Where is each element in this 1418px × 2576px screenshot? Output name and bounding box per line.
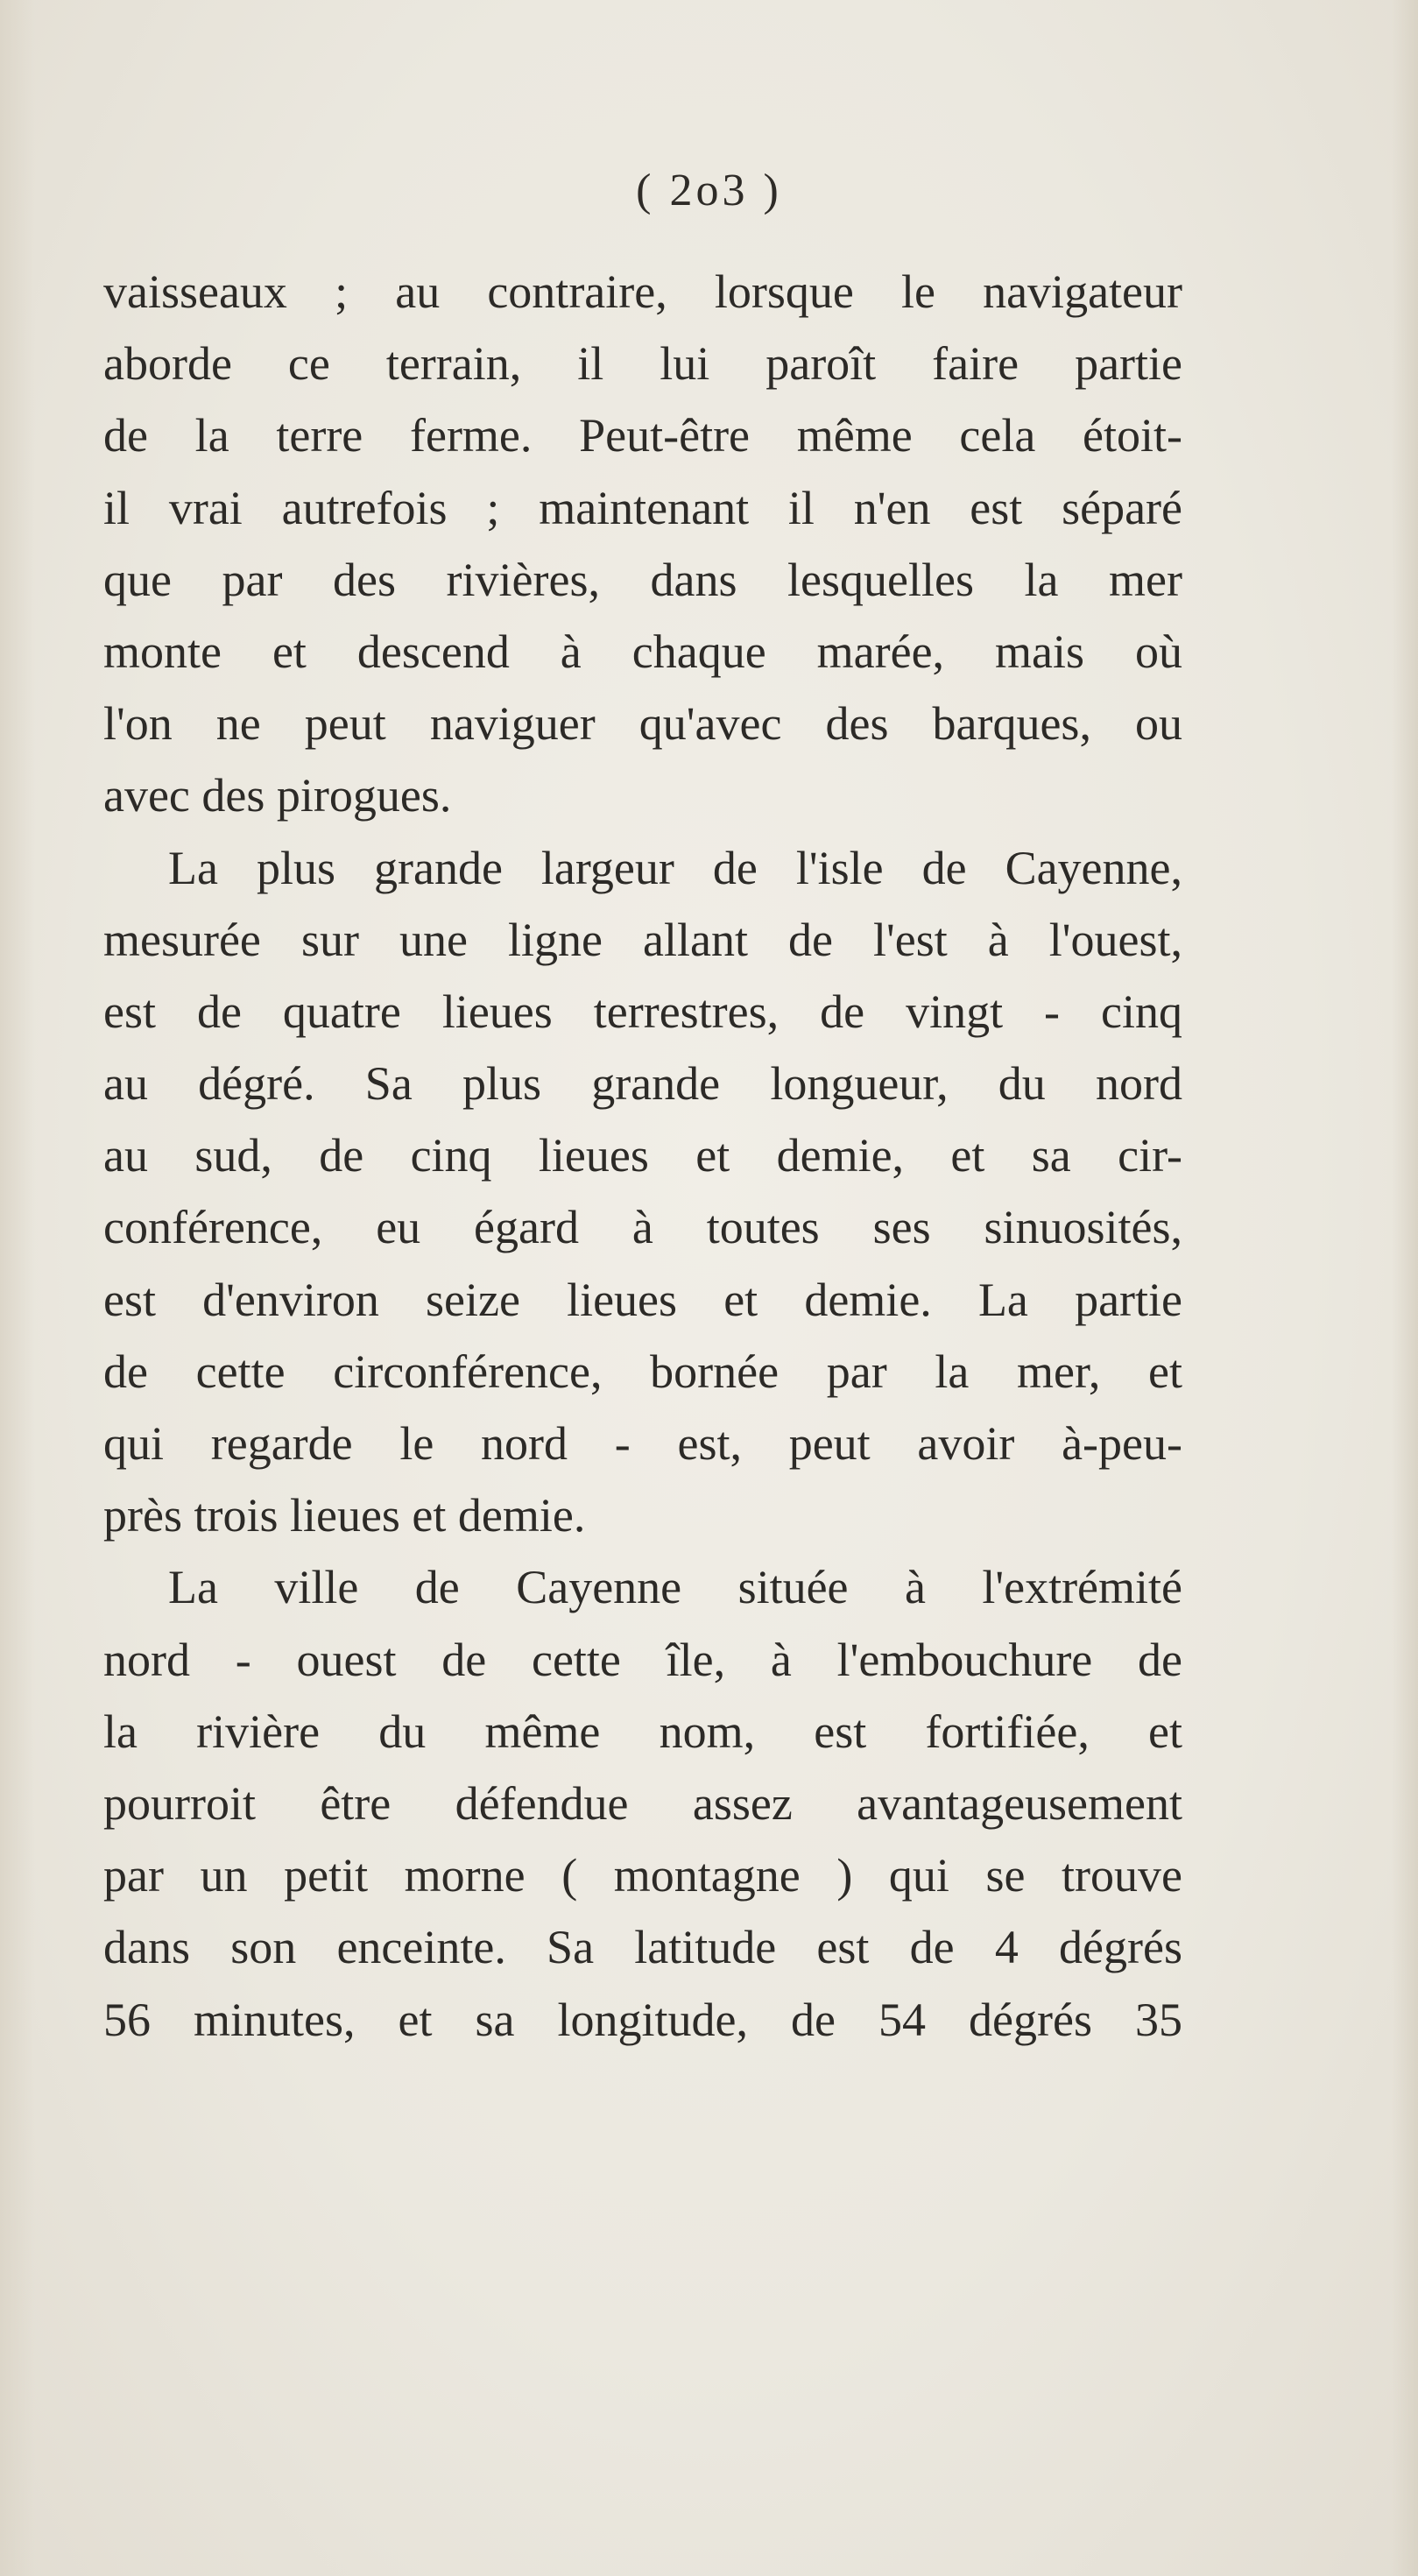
text-line: au dégré. Sa plus grande longueur, du nord [103, 1057, 1182, 1111]
text-line: nord - ouest de cette île, à l'embouchure de [103, 1633, 1182, 1686]
text-line: dans son enceinte. Sa latitude est de 4 dégrés [103, 1921, 1182, 1974]
text-line: vaisseaux ; au contraire, lorsque le navigateur [103, 265, 1182, 318]
text-line: la rivière du même nom, est fortifiée, et [103, 1704, 1182, 1758]
text-line: monte et descend à chaque marée, mais où [103, 625, 1182, 678]
text-line: aborde ce terrain, il lui paroît faire partie [103, 337, 1182, 391]
text-line: de cette circonférence, bornée par la mer, et [103, 1344, 1182, 1398]
text-line: il vrai autrefois ; maintenant il n'en est séparé [103, 481, 1182, 534]
text-line: conférence, eu égard à toutes ses sinuosités, [103, 1201, 1182, 1254]
text-line: mesurée sur une ligne allant de l'est à l'ouest, [103, 913, 1182, 966]
text-line: 56 minutes, et sa longitude, de 54 dégrés 35 [103, 1993, 1182, 2046]
text-line: est d'environ seize lieues et demie. La partie [103, 1273, 1182, 1326]
text-line: près trois lieues et demie. [103, 1489, 586, 1542]
body-text [103, 256, 1182, 2056]
page-shadow-left [0, 0, 35, 2576]
text-line: La plus grande largeur de l'isle de Cayenne, [168, 841, 1182, 894]
text-line: au sud, de cinq lieues et demie, et sa cir- [103, 1129, 1182, 1182]
text-line: pourroit être défendue assez avantageusement [103, 1776, 1182, 1830]
page-shadow-right [1392, 0, 1418, 2576]
text-line: qui regarde le nord - est, peut avoir à-peu- [103, 1417, 1182, 1470]
text-line: La ville de Cayenne située à l'extrémité [168, 1561, 1182, 1614]
page-number: ( 2o3 ) [636, 166, 782, 215]
text-line: l'on ne peut naviguer qu'avec des barques, ou [103, 697, 1182, 751]
text-line: avec des pirogues. [103, 769, 452, 822]
text-line: que par des rivières, dans lesquelles la mer [103, 553, 1182, 606]
text-line: est de quatre lieues terrestres, de vingt - cinq [103, 985, 1182, 1038]
text-line: de la terre ferme. Peut-être même cela étoit- [103, 409, 1182, 462]
text-line: par un petit morne ( montagne ) qui se trouve [103, 1849, 1182, 1902]
